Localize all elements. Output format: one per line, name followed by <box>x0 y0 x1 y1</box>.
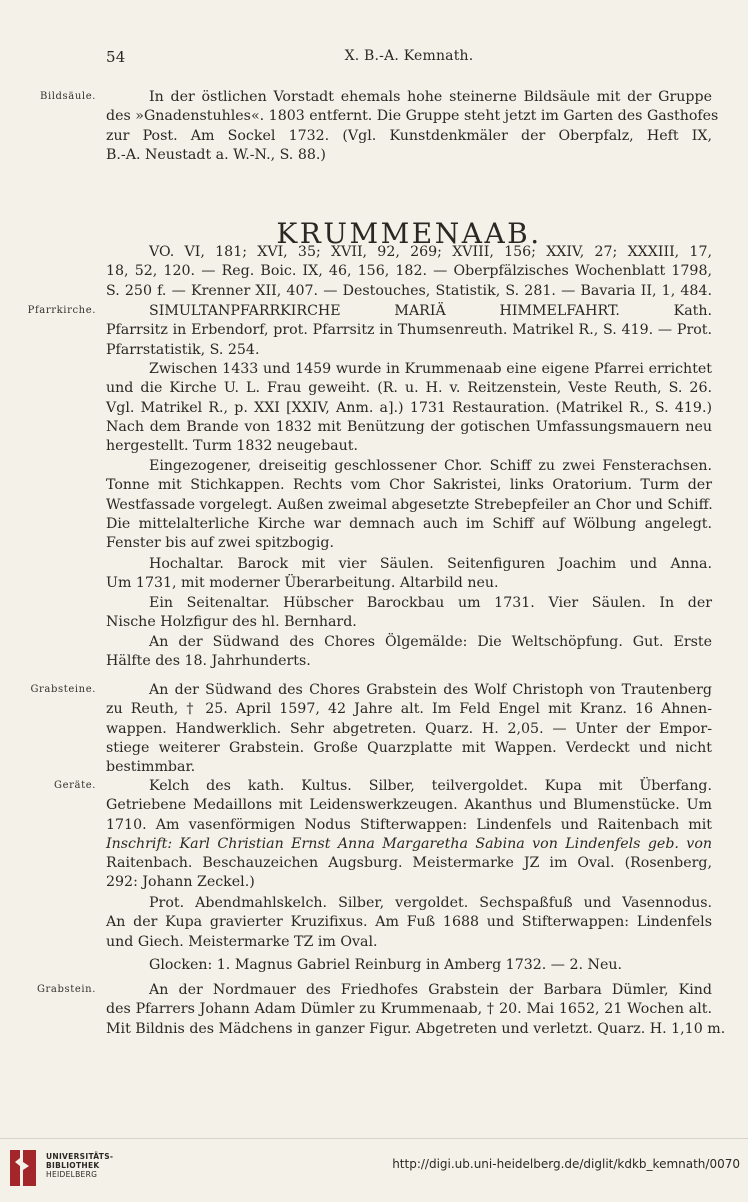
sidenote-geraete: Geräte. <box>54 780 96 791</box>
text-line: zu Reuth, † 25. April 1597, 42 Jahre alt. Im Feld Engel mit Kranz. 16 Ahnen- <box>106 701 712 718</box>
text-line: 1710. Am vasenförmigen Nodus Stifterwappen: Lindenfels und Raitenbach mit <box>106 816 712 833</box>
text-line: Ein Seitenaltar. Hübscher Barockbau um 1731. Vier Säulen. In der <box>149 595 712 611</box>
text-line: Vgl. Matrikel R., p. XXI [XXIV, Anm. a].) 1731 Restauration. (Matrikel R., S. 419.) <box>106 399 712 416</box>
text-line: 292: Johann Zeckel.) <box>106 874 255 891</box>
paragraph-seitenaltar <box>106 594 712 633</box>
paragraph-abendmahlskelch <box>106 894 712 952</box>
text-line: Mit Bildnis des Mädchens in ganzer Figur. Abgetreten und verletzt. Quarz. H. 1,10 m. <box>106 1020 726 1037</box>
text-line: Kelch des kath. Kultus. Silber, teilvergoldet. Kupa mit Überfang. <box>149 778 712 794</box>
text-line: des »Gnadenstuhles«. 1803 entfernt. Die Gruppe steht jetzt im Garten des Gasthofes <box>106 108 719 125</box>
text-line: Hälfte des 18. Jahrhunderts. <box>106 653 311 670</box>
text-line: des Pfarrers Johann Adam Dümler zu Krummenaab, † 20. Mai 1652, 21 Wochen alt. <box>106 1001 712 1018</box>
text-line: Pfarrstatistik, S. 254. <box>106 341 260 358</box>
section-title: KRUMMENAAB. <box>276 216 542 250</box>
paragraph-glocken <box>106 956 712 975</box>
text-line: Nische Holzfigur des hl. Bernhard. <box>106 614 357 631</box>
footer-divider <box>0 1138 748 1139</box>
text-line: An der Südwand des Chores Ölgemälde: Die Weltschöpfung. Gut. Erste <box>149 634 712 650</box>
text-line: Hochaltar. Barock mit vier Säulen. Seitenfiguren Joachim und Anna. <box>149 556 712 572</box>
text-line: stiege weiterer Grabstein. Große Quarzplatte mit Wappen. Verdeckt und nicht <box>106 739 712 756</box>
text-line: Zwischen 1433 und 1459 wurde in Krummenaab eine eigene Pfarrei errichtet <box>149 361 712 377</box>
source-url-link[interactable]: http://digi.ub.uni-heidelberg.de/diglit/kdkb_kemnath/0070 <box>392 1157 740 1171</box>
running-head: X. B.-A. Kemnath. <box>344 48 474 64</box>
page-number: 54 <box>106 48 126 66</box>
text-line: hergestellt. Turm 1832 neugebaut. <box>106 438 358 455</box>
text-line: Getriebene Medaillons mit Leidenswerkzeugen. Akanthus und Blumenstücke. Um <box>106 797 712 814</box>
text-line: Glocken: 1. Magnus Gabriel Reinburg in Amberg 1732. — 2. Neu. <box>149 957 623 973</box>
sidenote-bildsaeule: Bildsäule. <box>40 91 96 102</box>
text-line: Raitenbach. Beschauzeichen Augsburg. Meistermarke JZ im Oval. (Rosenberg, <box>106 855 712 872</box>
text-line: Eingezogener, dreiseitig geschlossener Chor. Schiff zu zwei Fensterachsen. <box>149 458 712 474</box>
text-line: Inschrift: Karl Christian Ernst Anna Margaretha Sabina von Lindenfels geb. von <box>106 835 712 852</box>
page-header <box>106 48 712 70</box>
paragraph-grabsteine <box>106 681 712 777</box>
paragraph-architecture <box>106 457 712 553</box>
text-line: Um 1731, mit moderner Überarbeitung. Altarbild neu. <box>106 575 499 592</box>
text-line: VO. VI, 181; XVI, 35; XVII, 92, 269; XVIII, 156; XXIV, 27; XXXIII, 17, <box>149 244 712 260</box>
text-line: zur Post. Am Sockel 1732. (Vgl. Kunstdenkmäler der Oberpfalz, Heft IX, <box>106 127 712 144</box>
text-line: Fenster bis auf zwei spitzbogig. <box>106 535 335 552</box>
sidenote-pfarrkirche: Pfarrkirche. <box>27 305 96 316</box>
text-line: Pfarrsitz in Erbendorf, prot. Pfarrsitz in Thumsenreuth. Matrikel R., S. 419. — Prot. <box>106 322 712 339</box>
library-logo <box>6 1148 176 1188</box>
text-line: In der östlichen Vorstadt ehemals hohe steinerne Bildsäule mit der Gruppe <box>149 89 712 105</box>
paragraph-literature <box>106 243 712 301</box>
sidenote-grabsteine: Grabsteine. <box>30 684 96 695</box>
paragraph-history <box>106 360 712 456</box>
text-line: B.-A. Neustadt a. W.-N., S. 88.) <box>106 146 326 163</box>
text-line: 18, 52, 120. — Reg. Boic. IX, 46, 156, 182. — Oberpfälzisches Wochenblatt 1798, <box>106 263 712 280</box>
text-line: SIMULTANPFARRKIRCHE MARIÄ HIMMELFAHRT. Kath. <box>149 303 712 319</box>
text-line: Westfassade vorgelegt. Außen zweimal abgesetzte Strebepfeiler an Chor und Schiff. <box>106 496 713 513</box>
paragraph-pfarrkirche <box>106 302 712 360</box>
logo-line: UNIVERSITÄTS- <box>46 1152 114 1161</box>
text-line: und die Kirche U. L. Frau geweiht. (R. u. H. v. Reitzenstein, Veste Reuth, S. 26. <box>106 380 712 397</box>
text-line: An der Südwand des Chores Grabstein des Wolf Christoph von Trautenberg <box>149 682 712 698</box>
text-line: An der Nordmauer des Friedhofes Grabstein der Barbara Dümler, Kind <box>149 982 712 998</box>
text-line: An der Kupa gravierter Kruzifixus. Am Fuß 1688 und Stifterwappen: Lindenfels <box>106 914 712 931</box>
text-line: Die mittelalterliche Kirche war demnach auch im Schiff auf Wölbung angelegt. <box>106 515 712 532</box>
text-line: Nach dem Brande von 1832 mit Benützung der gotischen Umfassungsmauern neu <box>106 418 712 435</box>
paragraph-grabstein-friedhof <box>106 981 726 1039</box>
seal-icon <box>6 1148 40 1188</box>
logo-line: BIBLIOTHEK <box>46 1161 100 1170</box>
text-line: S. 250 f. — Krenner XII, 407. — Destouches, Statistik, S. 281. — Bavaria II, 1, 484. <box>106 282 712 299</box>
text-line: und Giech. Meistermarke TZ im Oval. <box>106 933 378 950</box>
text-line: Tonne mit Stichkappen. Rechts vom Chor Sakristei, links Oratorium. Turm der <box>106 477 712 494</box>
paragraph-bildsaeule <box>106 88 719 165</box>
text-line: bestimmbar. <box>106 759 196 776</box>
paragraph-hochaltar <box>106 555 712 594</box>
text-line: Prot. Abendmahlskelch. Silber, vergoldet. Sechspaßfuß und Vasennodus. <box>149 895 712 911</box>
text-line: wappen. Handwerklich. Sehr abgetreten. Quarz. H. 2,05. — Unter der Empor- <box>106 720 712 737</box>
paragraph-kelch <box>106 777 712 893</box>
sidenote-grabstein: Grabstein. <box>36 984 96 995</box>
logo-line: HEIDELBERG <box>46 1170 98 1179</box>
paragraph-oelgemaelde <box>106 633 712 672</box>
